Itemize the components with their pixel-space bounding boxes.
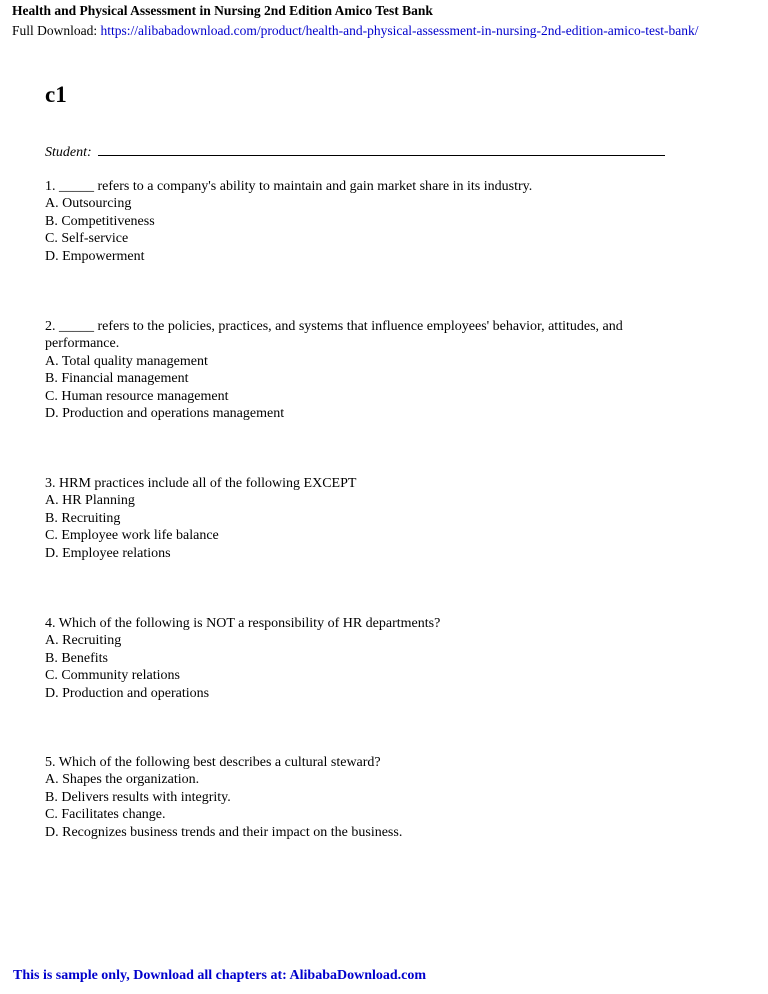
option-d: D. Production and operations (45, 685, 210, 701)
header-title: Health and Physical Assessment in Nursing 2nd Edition Amico Test Bank (12, 3, 433, 18)
student-field (45, 141, 665, 162)
option-d: D. Production and operations management (45, 406, 285, 422)
footer-notice: This is sample only, Download all chapters at: AlibabaDownload.com (13, 968, 427, 983)
option-c: C. Human resource management (45, 388, 229, 404)
option-a: A. Total quality management (45, 353, 208, 369)
question-2 (45, 318, 680, 422)
question-1 (45, 178, 680, 265)
option-d: D. Empowerment (45, 248, 145, 264)
option-c: C. Self-service (45, 231, 129, 247)
page-title: c1 (45, 82, 67, 107)
question-text: 1. _____ refers to a company's ability to maintain and gain market share in its industry. (45, 179, 533, 194)
option-d: D. Recognizes business trends and their impact on the business. (45, 824, 403, 840)
question-4 (45, 615, 680, 702)
download-label: Full Download: (12, 23, 98, 38)
question-text: 3. HRM practices include all of the following EXCEPT (45, 476, 357, 491)
option-b: B. Recruiting (45, 510, 121, 526)
option-b: B. Financial management (45, 371, 189, 387)
question-text: 5. Which of the following best describes a cultural steward? (45, 755, 381, 770)
option-a: A. HR Planning (45, 493, 135, 509)
option-b: B. Benefits (45, 650, 108, 666)
option-a: A. Shapes the organization. (45, 772, 200, 788)
question-text: 2. _____ refers to the policies, practices, and systems that influence employees' behavior, attitudes, and performance. (45, 319, 623, 352)
student-name-line[interactable] (98, 141, 665, 156)
option-d: D. Employee relations (45, 545, 171, 561)
option-b: B. Competitiveness (45, 213, 155, 229)
question-3 (45, 475, 680, 562)
download-line (12, 21, 762, 41)
option-a: A. Outsourcing (45, 196, 132, 212)
option-c: C. Community relations (45, 668, 180, 684)
option-c: C. Facilitates change. (45, 807, 166, 823)
document-header (12, 1, 762, 41)
download-link[interactable]: https://alibabadownload.com/product/health-and-physical-assessment-in-nursing-2nd-edition-amico-test-bank/ (100, 23, 699, 38)
question-5 (45, 754, 680, 841)
option-a: A. Recruiting (45, 633, 122, 649)
student-label: Student: (45, 145, 92, 160)
option-b: B. Delivers results with integrity. (45, 789, 231, 805)
question-text: 4. Which of the following is NOT a responsibility of HR departments? (45, 616, 441, 631)
option-c: C. Employee work life balance (45, 528, 219, 544)
